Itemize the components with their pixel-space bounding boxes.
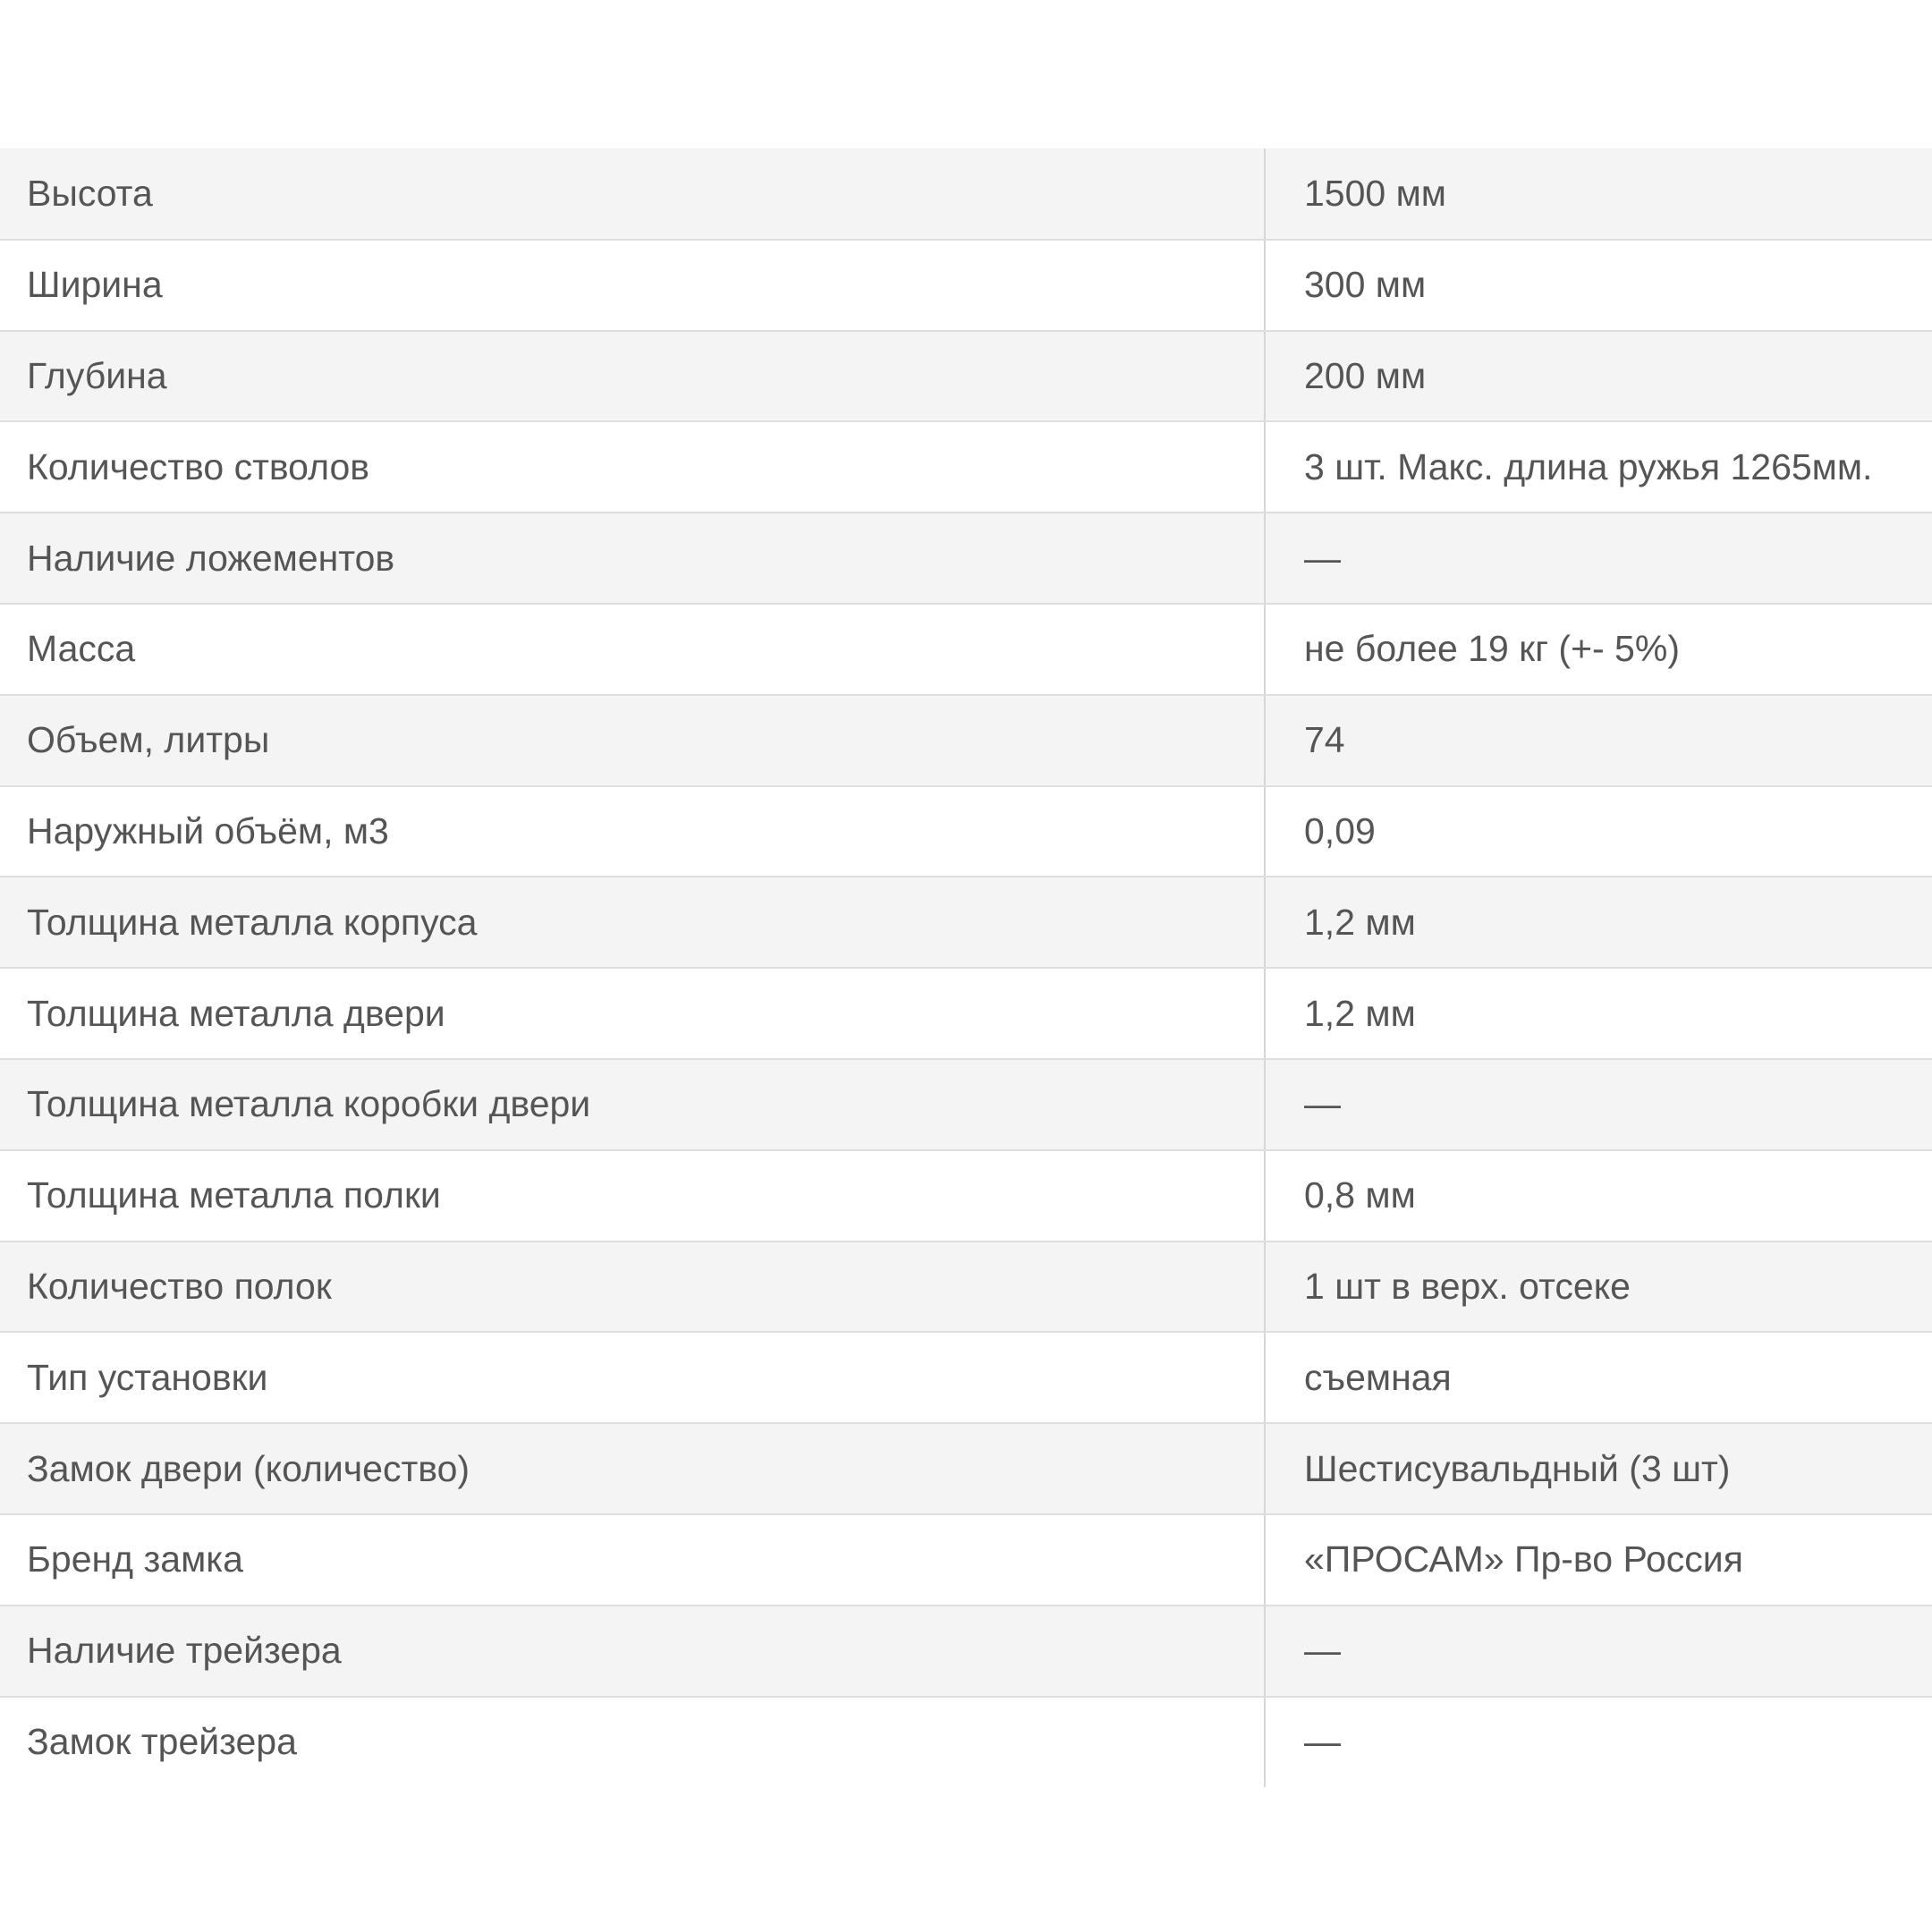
spec-value: 1500 мм [1265, 148, 1932, 240]
table-row [0, 1059, 1932, 1150]
spec-value: — [1304, 1721, 1341, 1763]
table-row [0, 786, 1932, 877]
spec-value: 300 мм [1265, 240, 1932, 331]
table-row [0, 240, 1932, 331]
table-row [0, 1241, 1932, 1333]
spec-value: не более 19 кг (+- 5%) [1265, 604, 1932, 695]
spec-name: Масса [0, 604, 1265, 695]
spec-name: Бренд замка [0, 1514, 1265, 1606]
table-row [0, 331, 1932, 422]
table-row [0, 695, 1932, 786]
spec-value: 74 [1265, 695, 1932, 786]
table-row [0, 513, 1932, 604]
spec-name: Количество стволов [0, 421, 1265, 513]
spec-name: Наличие ложементов [0, 513, 1265, 604]
spec-name: Тип установки [0, 1332, 1265, 1423]
spec-name: Толщина металла коробки двери [0, 1059, 1265, 1150]
table-row [0, 877, 1932, 968]
spec-value: Шестисувальдный (3 шт) [1265, 1423, 1932, 1514]
spec-value: — [1265, 1059, 1932, 1150]
table-row [0, 1606, 1932, 1697]
table-row [0, 968, 1932, 1059]
spec-name: Толщина металла корпуса [0, 877, 1265, 968]
spec-value: 3 шт. Макс. длина ружья 1265мм. [1265, 421, 1932, 513]
spec-name: Количество полок [0, 1241, 1265, 1333]
spec-value: 1,2 мм [1265, 877, 1932, 968]
table-row [0, 1423, 1932, 1514]
spec-value: съемная [1265, 1332, 1932, 1423]
spec-name: Наружный объём, м3 [0, 786, 1265, 877]
spec-value: 1 шт в верх. отсеке [1265, 1241, 1932, 1333]
table-row [0, 604, 1932, 695]
spec-name: Толщина металла полки [0, 1150, 1265, 1241]
spec-value: — [1265, 1606, 1932, 1697]
spec-name: Высота [0, 148, 1265, 240]
spec-value: «ПРОСАМ» Пр-во Россия [1265, 1514, 1932, 1606]
spec-name: Замок трейзера [0, 1697, 1265, 1788]
table-row [0, 1332, 1932, 1423]
specs-table-body [0, 148, 1932, 1787]
table-row [0, 421, 1932, 513]
spec-name: Замок двери (количество) [0, 1423, 1265, 1514]
spec-name: Глубина [0, 331, 1265, 422]
spec-name: Ширина [0, 240, 1265, 331]
table-row [0, 1514, 1932, 1606]
table-row [0, 148, 1932, 240]
spec-value: 1,2 мм [1265, 968, 1932, 1059]
spec-name: Наличие трейзера [0, 1606, 1265, 1697]
specs-table [0, 148, 1932, 1787]
spec-name: Толщина металла двери [0, 968, 1265, 1059]
spec-value: — [1265, 513, 1932, 604]
spec-value: 200 мм [1265, 331, 1932, 422]
table-row [0, 1150, 1932, 1241]
spec-name: Объем, литры [0, 695, 1265, 786]
spec-value: 0,8 мм [1265, 1150, 1932, 1241]
table-row [0, 1697, 1932, 1788]
spec-value: 0,09 [1265, 786, 1932, 877]
